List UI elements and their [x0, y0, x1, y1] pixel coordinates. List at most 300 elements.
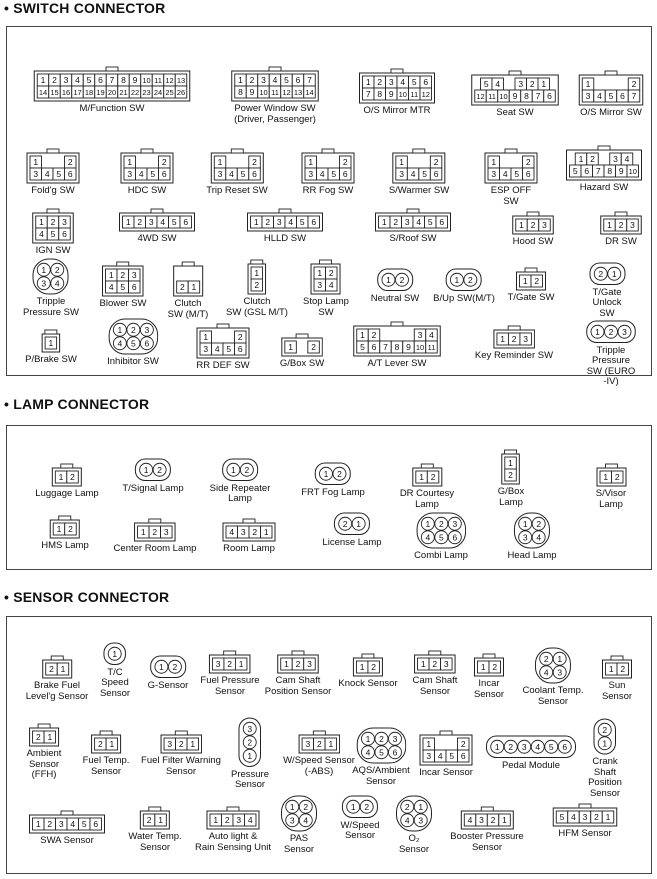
pin-number: 6 — [161, 169, 167, 179]
connector-diagram — [231, 63, 320, 102]
connector-diagram — [298, 727, 341, 754]
pin-number: 3 — [522, 532, 528, 543]
connector-diagram — [375, 205, 452, 232]
pin-number: 12 — [165, 76, 174, 85]
pin-number: 2 — [55, 264, 61, 275]
pin-number: 3 — [622, 326, 627, 337]
connector-diagram — [341, 795, 378, 819]
pin-number: 25 — [165, 88, 174, 97]
pin-number: 1 — [611, 268, 617, 279]
connector-label: G-Sensor — [147, 679, 189, 691]
pin-number: 14 — [305, 88, 314, 97]
pin-number: 1 — [421, 659, 426, 669]
pin-number: 1 — [578, 154, 584, 164]
pin-number: 3 — [203, 344, 209, 354]
connector-diagram — [446, 268, 483, 292]
pin-number: 1 — [308, 157, 314, 167]
pin-number: 1 — [365, 733, 370, 744]
connector-diagram — [414, 647, 457, 674]
pin-number: 2 — [47, 819, 53, 829]
pin-number: 1 — [39, 217, 44, 227]
connector-label: S/Roof SW — [389, 233, 437, 244]
pin-number: 2 — [530, 220, 536, 230]
connector-diagram — [493, 322, 536, 349]
pin-number: 1 — [605, 812, 611, 822]
connector-label: HDC SW — [127, 185, 167, 196]
pin-number: 3 — [557, 667, 563, 678]
connector-diagram — [221, 458, 258, 482]
lamp-connector-item — [122, 458, 183, 494]
pin-number: 1 — [500, 334, 505, 344]
pin-number: 4 — [272, 75, 278, 85]
pin-number: 24 — [153, 88, 163, 97]
pin-number: 5 — [360, 342, 365, 352]
switch-connector-item — [120, 145, 174, 197]
switch-connector-item — [226, 256, 288, 318]
connector-diagram — [471, 67, 560, 106]
connector-label: O/S Mirror SW — [580, 107, 642, 118]
sensor-connector-item — [474, 650, 505, 700]
pin-number: 3 — [542, 220, 547, 230]
pin-number: 1 — [519, 220, 524, 230]
pin-number: 5 — [378, 747, 384, 758]
pin-number: 4 — [70, 819, 76, 829]
switch-connector-item — [196, 320, 250, 372]
pin-number: 5 — [284, 75, 289, 85]
pin-number: 9 — [249, 87, 255, 97]
pin-number: 4 — [229, 527, 235, 537]
pin-number: 3 — [305, 739, 310, 749]
pin-number: 2 — [468, 274, 474, 285]
connector-diagram — [49, 512, 80, 539]
pin-number: 8 — [377, 89, 383, 99]
pin-number: 1 — [426, 739, 432, 749]
pin-number: 5 — [226, 344, 232, 354]
pin-number: 1 — [239, 659, 244, 669]
pin-number: 2 — [438, 518, 444, 529]
pin-number: 2 — [525, 157, 531, 167]
pin-number: 1 — [238, 75, 243, 85]
pin-number: 9 — [618, 166, 624, 176]
pin-number: 19 — [96, 88, 105, 97]
lamp-connector-item — [35, 460, 98, 500]
sensor-connector-item — [582, 718, 628, 799]
pin-number: 7 — [631, 91, 637, 101]
pin-number: 1 — [253, 217, 259, 227]
pin-number: 1 — [480, 662, 486, 672]
sensor-connector-panel — [6, 616, 652, 874]
pin-number: 16 — [61, 88, 71, 97]
pin-number: 1 — [47, 732, 53, 742]
connector-diagram — [310, 256, 341, 295]
pin-number: 12 — [476, 92, 485, 101]
pin-number: 3 — [240, 527, 246, 537]
connector-diagram — [238, 717, 262, 768]
pin-number: 1 — [191, 282, 197, 292]
connector-diagram — [376, 268, 413, 292]
connector-label: Fuel Filter Warning Sensor — [141, 755, 221, 777]
connector-label: PAS Sensor — [283, 833, 315, 855]
connector-label: W/Speed Sensor — [340, 819, 380, 841]
connector-diagram — [119, 205, 196, 232]
sensor-connector-item — [27, 720, 62, 781]
pin-number: 4 — [138, 169, 144, 179]
pin-number: 1 — [117, 324, 122, 335]
pin-number: 2 — [433, 157, 439, 167]
connector-label: Coolant Temp. Sensor — [522, 685, 584, 707]
pin-number: 2 — [179, 282, 185, 292]
pin-number: 7 — [365, 89, 371, 99]
switch-connector-item — [600, 208, 643, 248]
connector-diagram — [353, 650, 384, 677]
pin-number: 1 — [158, 661, 164, 672]
connector-diagram — [301, 145, 355, 184]
pin-number: 4 — [502, 169, 508, 179]
switch-connector-item — [433, 268, 495, 304]
connector-diagram — [356, 727, 407, 764]
pin-number: 2 — [311, 342, 316, 352]
pin-number: 4 — [416, 217, 422, 227]
sensor-connector-item — [522, 647, 583, 707]
pin-number: 5 — [150, 169, 156, 179]
pin-number: 3 — [452, 518, 457, 529]
pin-number: 2 — [303, 801, 309, 812]
connector-label: DR SW — [605, 236, 637, 247]
pin-number: 2 — [161, 157, 167, 167]
pin-number: 2 — [342, 518, 348, 529]
pin-number: 6 — [547, 91, 552, 101]
connector-label: Cam Shaft Position Sensor — [264, 675, 332, 697]
sensor-connector-item — [200, 647, 259, 697]
connector-diagram — [90, 727, 121, 754]
pin-number: 2 — [172, 661, 178, 672]
switch-connector-item — [168, 258, 209, 320]
connector-label: Ambient Sensor (FFH) — [26, 748, 62, 780]
pin-number: 2 — [52, 75, 57, 85]
pin-number: 3 — [399, 169, 405, 179]
switch-connector-panel — [6, 26, 652, 387]
pin-number: 6 — [93, 819, 99, 829]
pin-number: 10 — [259, 88, 268, 97]
pin-number: 4 — [495, 79, 501, 89]
connector-diagram — [281, 795, 318, 832]
connector-diagram — [134, 515, 177, 542]
pin-number: 2 — [157, 464, 163, 475]
connector-diagram — [486, 735, 577, 759]
connector-diagram — [41, 326, 61, 353]
pin-number: 7 — [307, 75, 312, 85]
connector-label: Incar Sensor — [473, 678, 505, 700]
pin-number: 1 — [48, 338, 54, 348]
switch-connector-item — [100, 258, 147, 310]
sensor-connector-item — [396, 795, 433, 855]
connector-diagram — [314, 462, 351, 486]
pin-number: 9 — [132, 75, 138, 85]
sensor-connector-item — [352, 727, 410, 787]
pin-number: 5 — [438, 532, 444, 543]
switch-connector-item — [247, 205, 324, 245]
pin-number: 3 — [418, 815, 424, 826]
pin-number: 3 — [132, 270, 137, 280]
lamp-connector-item — [400, 460, 454, 510]
pin-number: 5 — [559, 812, 565, 822]
connector-diagram — [515, 264, 546, 291]
connector-label: Combi Lamp — [414, 550, 468, 561]
pin-number: 3 — [148, 217, 154, 227]
lamp-connector-item — [591, 460, 631, 510]
pin-number: 12 — [421, 90, 430, 99]
connector-label: Tripple Pressure SW (EURO -IV) — [586, 344, 636, 387]
connector-label: SWA Sensor — [40, 835, 94, 846]
pin-number: 3 — [585, 91, 591, 101]
sensor-connector-item — [128, 803, 181, 853]
connector-label: Knock Sensor — [338, 678, 398, 689]
connector-diagram — [460, 803, 514, 830]
pin-number: 4 — [214, 344, 220, 354]
connector-label: HLLD SW — [263, 233, 307, 244]
pin-number: 11 — [271, 88, 279, 97]
pin-number: 2 — [342, 157, 348, 167]
connector-label: 4WD SW — [137, 233, 177, 244]
pin-number: 2 — [534, 276, 540, 286]
pin-number: 2 — [265, 217, 271, 227]
connector-label: Center Room Lamp — [113, 543, 197, 554]
connector-diagram — [247, 256, 267, 295]
pin-number: 6 — [620, 91, 625, 101]
pin-number: 13 — [176, 76, 186, 85]
pin-number: 3 — [478, 815, 484, 825]
connector-diagram — [281, 330, 324, 357]
connector-diagram — [501, 446, 521, 485]
pin-number: 2 — [543, 653, 549, 664]
pin-number: 1 — [328, 739, 333, 749]
connector-diagram — [416, 512, 467, 549]
pin-number: 1 — [109, 270, 114, 280]
pin-number: 2 — [178, 739, 184, 749]
lamp-connector-item — [498, 446, 524, 508]
pin-number: 2 — [399, 274, 405, 285]
connector-diagram — [210, 145, 264, 184]
connector-label: S/Visor Lamp — [595, 488, 627, 510]
pin-number: 4 — [400, 77, 406, 87]
connector-label: A/T Lever SW — [367, 358, 427, 369]
connector-label: O₂ Sensor — [398, 833, 430, 855]
pin-number: 8 — [238, 87, 243, 97]
switch-connector-item — [23, 258, 79, 318]
switch-connector-item — [119, 205, 196, 245]
pin-number: 4 — [467, 815, 473, 825]
connector-label: Inhibitor SW — [107, 356, 159, 367]
pin-number: 8 — [524, 91, 529, 101]
connector-label: FRT Fog Lamp — [301, 486, 365, 498]
connector-diagram — [277, 647, 320, 674]
pin-number: 1 — [203, 332, 209, 342]
pin-number: 2 — [48, 664, 54, 674]
pin-number: 2 — [224, 815, 230, 825]
sensor-connector-item — [419, 727, 473, 779]
connector-diagram — [419, 727, 473, 766]
pin-number: 4 — [228, 169, 234, 179]
pin-number: 3 — [518, 79, 524, 89]
pin-number: 1 — [41, 264, 47, 275]
pin-number: 1 — [141, 527, 146, 537]
connector-diagram — [29, 807, 106, 834]
connector-label: Booster Pressure Sensor — [450, 831, 524, 853]
pin-number: 3 — [144, 324, 149, 335]
connector-diagram — [120, 145, 174, 184]
pin-number: 2 — [602, 724, 608, 735]
pin-number: 1 — [585, 79, 591, 89]
connector-label: Fuel Temp. Sensor — [82, 755, 130, 777]
pin-number: 1 — [289, 801, 295, 812]
pin-number: 11 — [410, 90, 419, 99]
pin-number: 2 — [377, 77, 383, 87]
connector-label: Stop Lamp SW — [303, 296, 349, 318]
pin-number: 3 — [388, 77, 394, 87]
pin-number: 15 — [50, 88, 59, 97]
pin-number: 5 — [422, 169, 428, 179]
connector-diagram — [600, 208, 643, 235]
pin-number: 3 — [307, 659, 312, 669]
connector-label: Brake Fuel Level'g Sensor — [25, 680, 89, 702]
pin-number: 22 — [130, 88, 140, 97]
connector-diagram — [596, 460, 627, 487]
pin-number: 4 — [288, 217, 294, 227]
switch-connector-item — [25, 326, 77, 366]
switch-connector-item — [484, 145, 538, 207]
pin-number: 4 — [624, 154, 630, 164]
pin-number: 2 — [590, 154, 595, 164]
pin-number: 1 — [356, 518, 362, 529]
connector-diagram — [247, 205, 324, 232]
connector-label: Side Repeater Lamp — [209, 482, 271, 504]
connector-diagram — [51, 460, 82, 487]
pin-number: 20 — [107, 88, 117, 97]
pin-number: 6 — [433, 169, 439, 179]
pin-number: 6 — [584, 166, 590, 176]
connector-label: Room Lamp — [223, 543, 275, 554]
pin-number: 5 — [427, 217, 433, 227]
pin-number: 1 — [58, 472, 64, 482]
pin-number: 3 — [613, 154, 618, 164]
sensor-connector-item — [231, 717, 269, 791]
connector-label: Clutch SW (GSL M/T) — [226, 296, 288, 318]
connector-label: S/Warmer SW — [388, 185, 450, 196]
pin-number: 5 — [331, 169, 337, 179]
pin-number: 1 — [112, 648, 118, 659]
pin-number: 2 — [594, 812, 599, 822]
lamp-connector-item — [210, 458, 271, 505]
pin-number: 7 — [595, 166, 601, 176]
pin-number: 2 — [508, 741, 514, 752]
pin-number: 5 — [240, 169, 246, 179]
switch-connector-item — [389, 145, 449, 197]
pin-number: 2 — [247, 737, 253, 748]
switch-connector-item — [33, 63, 191, 115]
pin-number: 5 — [130, 338, 136, 349]
pin-number: 1 — [230, 464, 236, 475]
pin-number: 1 — [508, 458, 514, 468]
pin-number: 3 — [247, 723, 253, 734]
pin-number: 2 — [130, 324, 136, 335]
pin-number: 1 — [602, 472, 608, 482]
pin-number: 2 — [378, 733, 384, 744]
pin-number: 3 — [167, 739, 172, 749]
pin-number: 1 — [365, 77, 371, 87]
connector-label: O/S Mirror MTR — [363, 105, 431, 116]
pin-number: 2 — [492, 662, 498, 672]
pin-number: 2 — [614, 472, 620, 482]
pin-number: 2 — [460, 739, 466, 749]
pin-number: 4 — [39, 229, 44, 239]
sensor-connector-item — [148, 655, 189, 691]
pin-number: 1 — [125, 217, 131, 227]
connector-diagram — [33, 258, 70, 295]
pin-number: 17 — [73, 88, 82, 97]
pin-number: 1 — [522, 276, 528, 286]
pin-number: 2 — [120, 270, 126, 280]
pin-number: 1 — [33, 157, 39, 167]
connector-label: RR DEF SW — [196, 360, 250, 371]
lamp-connector-item — [322, 512, 381, 548]
connector-label: Sun Sensor — [601, 680, 633, 702]
connector-label: Hazard SW — [579, 182, 629, 193]
pin-number: 2 — [430, 472, 436, 482]
connector-diagram — [412, 460, 443, 487]
pin-number: 1 — [501, 815, 507, 825]
pin-number: 3 — [392, 733, 397, 744]
sensor-connector-item — [486, 735, 577, 771]
pin-number: 2 — [597, 268, 603, 279]
pin-number: 4 — [535, 741, 541, 752]
connector-label: B/Up SW(M/T) — [433, 292, 495, 304]
pin-number: 5 — [483, 79, 489, 89]
pin-number: 4 — [437, 751, 443, 761]
switch-connector-item — [566, 142, 643, 194]
pin-number: 3 — [308, 169, 314, 179]
connector-diagram — [32, 205, 75, 244]
pin-number: 14 — [38, 88, 48, 97]
connector-diagram — [206, 803, 260, 830]
switch-connector-item — [301, 145, 355, 197]
switch-connector-item — [586, 320, 637, 388]
pin-number: 3 — [289, 815, 295, 826]
connector-label: T/Gate SW — [507, 292, 555, 303]
pin-number: 1 — [350, 801, 356, 812]
connector-label: RR Fog SW — [302, 185, 354, 196]
pin-number: 3 — [491, 169, 497, 179]
pin-number: 3 — [582, 812, 588, 822]
pin-number: 3 — [217, 169, 223, 179]
pin-number: 6 — [392, 747, 397, 758]
pin-number: 6 — [342, 169, 348, 179]
pin-number: 5 — [56, 169, 62, 179]
pin-number: 4 — [75, 75, 80, 85]
pin-number: 4 — [44, 169, 50, 179]
pin-number: 4 — [109, 282, 114, 292]
connector-diagram — [586, 320, 637, 344]
connector-diagram — [392, 145, 446, 184]
pin-number: 3 — [404, 217, 410, 227]
connector-diagram — [102, 258, 145, 297]
pin-number: 6 — [525, 169, 531, 179]
connector-diagram — [103, 642, 127, 666]
connector-label: AQS/Ambient Sensor — [352, 765, 410, 787]
pin-number: 1 — [247, 750, 253, 761]
pin-number: 1 — [418, 472, 424, 482]
pin-number: 2 — [97, 739, 103, 749]
connector-label: Fuel Pressure Sensor — [200, 675, 260, 697]
